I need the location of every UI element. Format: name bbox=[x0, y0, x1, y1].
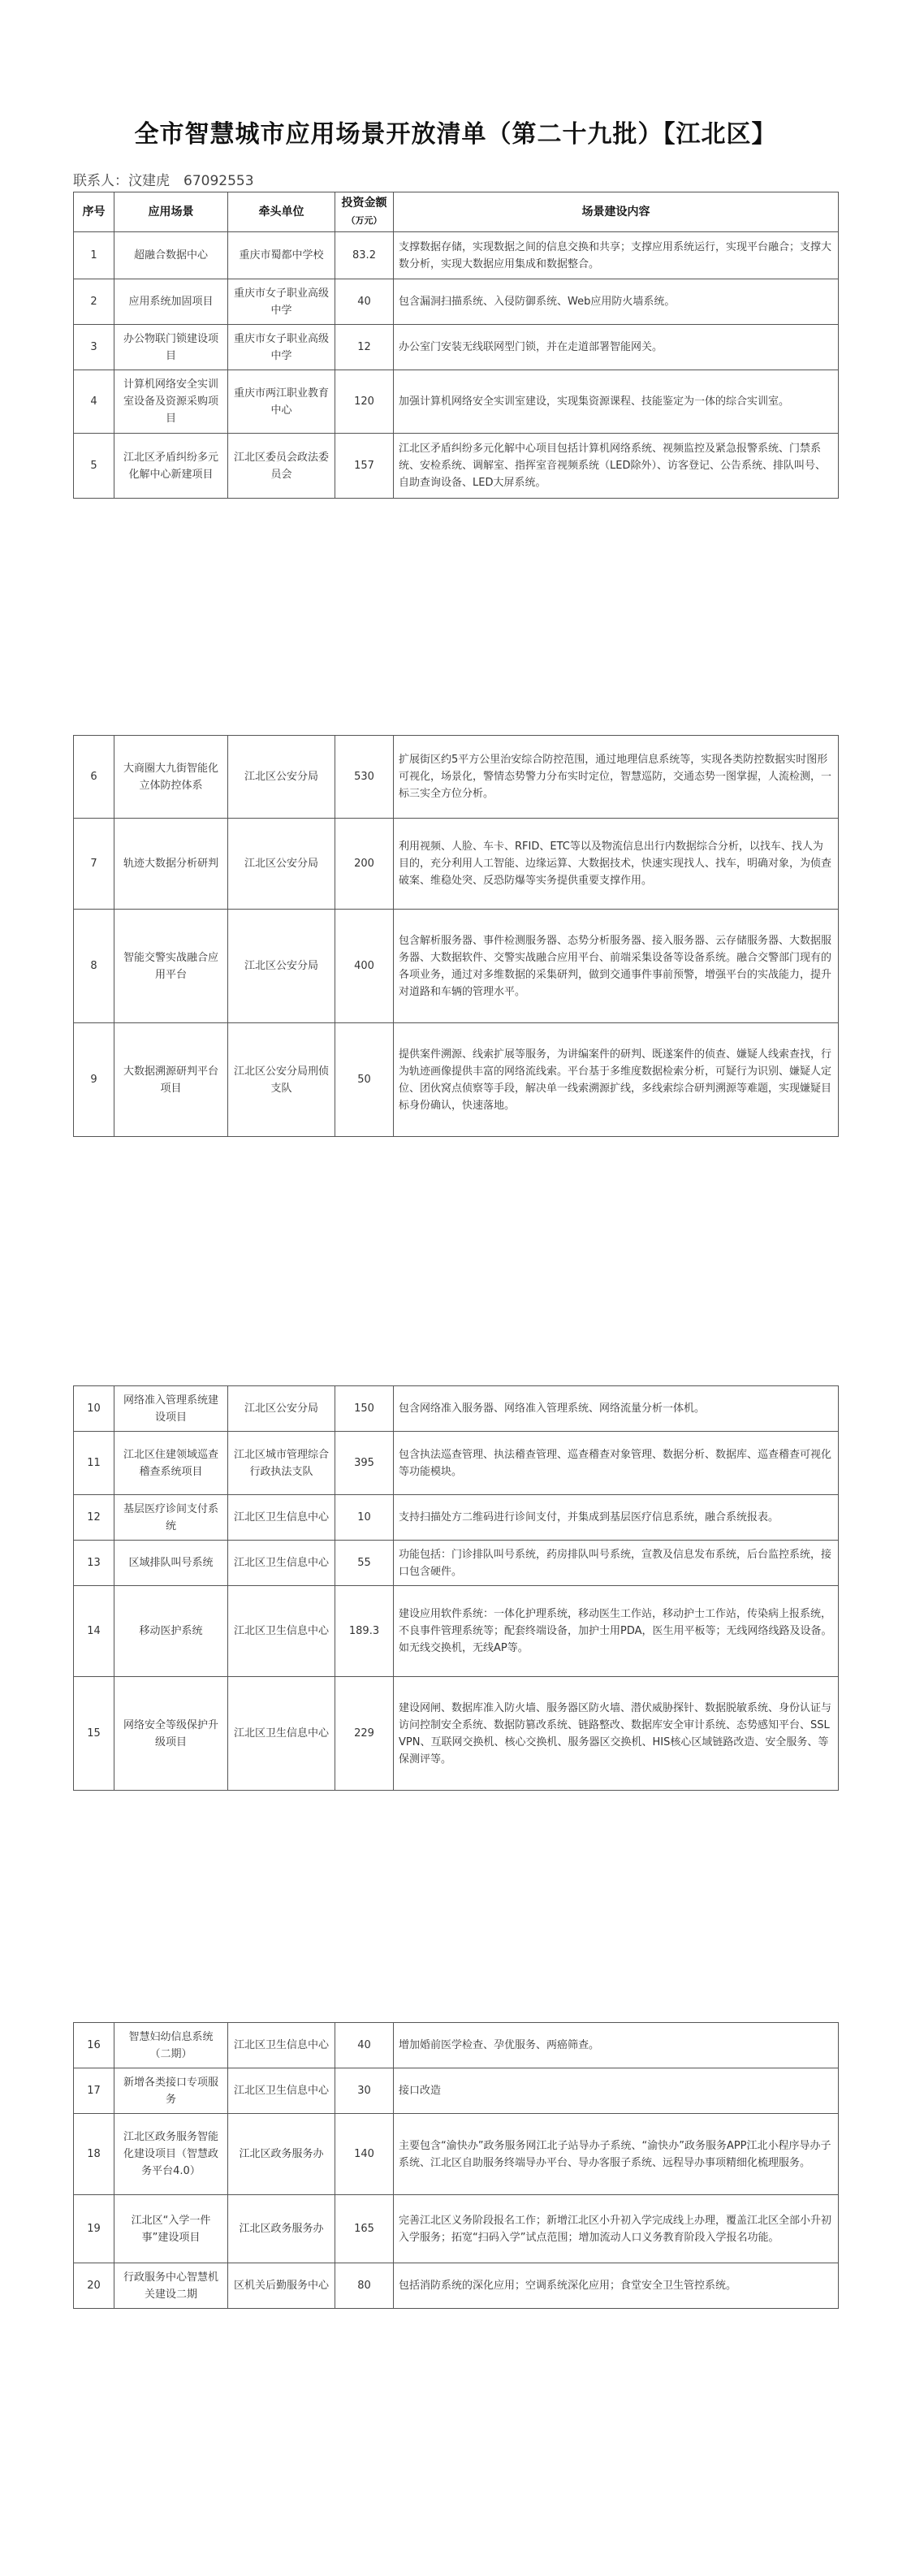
row-unit: 重庆市两江职业教育中心 bbox=[228, 370, 335, 434]
row-unit: 江北区卫生信息中心 bbox=[228, 1541, 335, 1586]
row-no: 3 bbox=[74, 325, 114, 370]
row-unit: 江北区公安分局刑侦支队 bbox=[228, 1023, 335, 1137]
row-amount: 157 bbox=[335, 434, 394, 499]
table-row bbox=[74, 1495, 839, 1541]
row-unit: 重庆市女子职业高级中学 bbox=[228, 279, 335, 325]
table-row bbox=[74, 370, 839, 434]
row-content: 功能包括：门诊排队叫号系统，药房排队叫号系统，宣教及信息发布系统，后台监控系统，接口包含硬件。 bbox=[394, 1541, 839, 1586]
table-row bbox=[74, 2068, 839, 2114]
row-no: 8 bbox=[74, 910, 114, 1023]
row-no: 19 bbox=[74, 2195, 114, 2263]
row-unit: 江北区政务服务办 bbox=[228, 2195, 335, 2263]
row-content: 完善江北区义务阶段报名工作；新增江北区小升初入学完成线上办理，覆盖江北区全部小升初入学服务；拓宽“扫码入学”试点范围；增加流动人口义务教育阶段入学报名功能。 bbox=[394, 2195, 839, 2263]
row-no: 20 bbox=[74, 2263, 114, 2309]
row-amount: 12 bbox=[335, 325, 394, 370]
row-name: 行政服务中心智慧机关建设二期 bbox=[114, 2263, 228, 2309]
row-amount: 30 bbox=[335, 2068, 394, 2114]
table-row bbox=[74, 2263, 839, 2309]
row-no: 13 bbox=[74, 1541, 114, 1586]
project-table-section-1 bbox=[73, 192, 839, 499]
row-unit: 江北区卫生信息中心 bbox=[228, 1677, 335, 1791]
row-unit: 江北区公安分局 bbox=[228, 1386, 335, 1432]
row-amount: 50 bbox=[335, 1023, 394, 1137]
row-content: 建设应用软件系统：一体化护理系统，移动医生工作站，移动护士工作站，传染病上报系统，不良事件管理系统等；配套终端设备，加护士用PDA，医生用平板等；无线网络线路及设备。如无线交换机，无线AP等。 bbox=[394, 1586, 839, 1677]
row-amount: 150 bbox=[335, 1386, 394, 1432]
row-name: 网络安全等级保护升级项目 bbox=[114, 1677, 228, 1791]
row-amount: 10 bbox=[335, 1495, 394, 1541]
row-content: 办公室门安装无线联网型门锁，并在走道部署智能网关。 bbox=[394, 325, 839, 370]
row-content: 包含网络准入服务器、网络准入管理系统、网络流量分析一体机。 bbox=[394, 1386, 839, 1432]
row-amount: 40 bbox=[335, 2023, 394, 2068]
header-amount-unit: （万元） bbox=[346, 215, 382, 226]
row-content: 包含执法巡查管理、执法稽查管理、巡查稽查对象管理、数据分析、数据库、巡查稽查可视化等功能模块。 bbox=[394, 1432, 839, 1495]
row-name: 大商圈大九街智能化立体防控体系 bbox=[114, 736, 228, 819]
header-amount-label: 投资金额 bbox=[341, 197, 387, 210]
row-amount: 229 bbox=[335, 1677, 394, 1791]
row-name: 移动医护系统 bbox=[114, 1586, 228, 1677]
header-amount bbox=[335, 192, 394, 232]
table-row bbox=[74, 819, 839, 910]
row-no: 17 bbox=[74, 2068, 114, 2114]
row-unit: 江北区公安分局 bbox=[228, 910, 335, 1023]
header-content: 场景建设内容 bbox=[394, 192, 839, 232]
row-content: 包括消防系统的深化应用；空调系统深化应用；食堂安全卫生管控系统。 bbox=[394, 2263, 839, 2309]
row-name: 大数据溯源研判平台项目 bbox=[114, 1023, 228, 1137]
row-content: 接口改造 bbox=[394, 2068, 839, 2114]
row-amount: 120 bbox=[335, 370, 394, 434]
row-no: 4 bbox=[74, 370, 114, 434]
row-name: 应用系统加固项目 bbox=[114, 279, 228, 325]
project-table-section-2 bbox=[73, 735, 839, 1137]
row-no: 11 bbox=[74, 1432, 114, 1495]
row-no: 5 bbox=[74, 434, 114, 499]
row-unit: 江北区卫生信息中心 bbox=[228, 1586, 335, 1677]
table-row bbox=[74, 1541, 839, 1586]
table-row bbox=[74, 434, 839, 499]
page-title: 全市智慧城市应用场景开放清单（第二十九批）【江北区】 bbox=[134, 120, 777, 149]
header-unit: 牵头单位 bbox=[228, 192, 335, 232]
row-name: 江北区矛盾纠纷多元化解中心新建项目 bbox=[114, 434, 228, 499]
row-amount: 400 bbox=[335, 910, 394, 1023]
row-content: 包含解析服务器、事件检测服务器、态势分析服务器、接入服务器、云存储服务器、大数据服务器、大数据软件、交警实战融合应用平台、前端采集设备等设备系统。融合交警部门现有的各项业务，通过对多维数据的采集研判，做到交通事件事前预警，增强平台的实战能力，提升对道路和车辆的管理水平。 bbox=[394, 910, 839, 1023]
row-amount: 83.2 bbox=[335, 232, 394, 279]
row-name: 轨迹大数据分析研判 bbox=[114, 819, 228, 910]
row-name: 网络准入管理系统建设项目 bbox=[114, 1386, 228, 1432]
project-table-section-4 bbox=[73, 2022, 839, 2309]
row-name: 区域排队叫号系统 bbox=[114, 1541, 228, 1586]
row-amount: 80 bbox=[335, 2263, 394, 2309]
table-row bbox=[74, 1386, 839, 1432]
table-row bbox=[74, 279, 839, 325]
row-unit: 江北区公安分局 bbox=[228, 736, 335, 819]
row-name: 办公物联门锁建设项目 bbox=[114, 325, 228, 370]
row-name: 江北区“入学一件事”建设项目 bbox=[114, 2195, 228, 2263]
row-amount: 189.3 bbox=[335, 1586, 394, 1677]
row-no: 6 bbox=[74, 736, 114, 819]
row-unit: 重庆市蜀都中学校 bbox=[228, 232, 335, 279]
row-no: 12 bbox=[74, 1495, 114, 1541]
row-unit: 江北区卫生信息中心 bbox=[228, 2023, 335, 2068]
table-row bbox=[74, 325, 839, 370]
row-amount: 200 bbox=[335, 819, 394, 910]
table-row bbox=[74, 232, 839, 279]
row-no: 14 bbox=[74, 1586, 114, 1677]
row-amount: 55 bbox=[335, 1541, 394, 1586]
table-row bbox=[74, 2195, 839, 2263]
row-amount: 395 bbox=[335, 1432, 394, 1495]
row-name: 江北区政务服务智能化建设项目（智慧政务平台4.0） bbox=[114, 2114, 228, 2195]
row-name: 智慧妇幼信息系统（二期） bbox=[114, 2023, 228, 2068]
row-no: 15 bbox=[74, 1677, 114, 1791]
row-unit: 江北区卫生信息中心 bbox=[228, 2068, 335, 2114]
table-row bbox=[74, 1586, 839, 1677]
row-unit: 江北区卫生信息中心 bbox=[228, 1495, 335, 1541]
row-amount: 140 bbox=[335, 2114, 394, 2195]
table-row bbox=[74, 2023, 839, 2068]
row-name: 江北区住建领域巡查稽查系统项目 bbox=[114, 1432, 228, 1495]
row-no: 7 bbox=[74, 819, 114, 910]
row-no: 10 bbox=[74, 1386, 114, 1432]
row-name: 智能交警实战融合应用平台 bbox=[114, 910, 228, 1023]
table-row bbox=[74, 1023, 839, 1137]
row-no: 2 bbox=[74, 279, 114, 325]
row-unit: 江北区政务服务办 bbox=[228, 2114, 335, 2195]
row-content: 建设网闸、数据库准入防火墙、服务器区防火墙、潜伏威胁探针、数据脱敏系统、身份认证与访问控制安全系统、数据防篡改系统、链路整改、数据库安全审计系统、态势感知平台、SSL VPN、互联网交换机、核心交换机、服务器区交换机、HIS核心区域链路改造、安全服务、等保测评等。 bbox=[394, 1677, 839, 1791]
row-content: 支持扫描处方二维码进行诊间支付，并集成到基层医疗信息系统，融合系统报表。 bbox=[394, 1495, 839, 1541]
row-no: 18 bbox=[74, 2114, 114, 2195]
row-content: 江北区矛盾纠纷多元化解中心项目包括计算机网络系统、视频监控及紧急报警系统、门禁系统、安检系统、调解室、指挥室音视频系统（LED除外）、访客登记、公告系统、排队叫号、自助查询设备、LED大屏系统。 bbox=[394, 434, 839, 499]
row-amount: 530 bbox=[335, 736, 394, 819]
project-table-section-3 bbox=[73, 1385, 839, 1791]
table-row bbox=[74, 1432, 839, 1495]
row-name: 超融合数据中心 bbox=[114, 232, 228, 279]
row-no: 16 bbox=[74, 2023, 114, 2068]
contact-line: 联系人：汶建虎 67092553 bbox=[73, 173, 254, 189]
header-row bbox=[74, 192, 839, 232]
row-amount: 165 bbox=[335, 2195, 394, 2263]
table-row bbox=[74, 910, 839, 1023]
table-row bbox=[74, 1677, 839, 1791]
row-content: 增加婚前医学检查、孕优服务、两癌筛查。 bbox=[394, 2023, 839, 2068]
row-name: 基层医疗诊间支付系统 bbox=[114, 1495, 228, 1541]
row-unit: 江北区城市管理综合行政执法支队 bbox=[228, 1432, 335, 1495]
row-unit: 江北区委员会政法委员会 bbox=[228, 434, 335, 499]
row-content: 扩展街区约5平方公里治安综合防控范围，通过地理信息系统等，实现各类防控数据实时图形可视化，场景化，警情态势警力分布实时定位，智慧巡防，交通态势一图掌握，人流检测，一标三实全方位分析。 bbox=[394, 736, 839, 819]
row-content: 支撑数据存储，实现数据之间的信息交换和共享；支撑应用系统运行，实现平台融合；支撑大数分析，实现大数据应用集成和数据整合。 bbox=[394, 232, 839, 279]
row-amount: 40 bbox=[335, 279, 394, 325]
row-content: 包含漏洞扫描系统、入侵防御系统、Web应用防火墙系统。 bbox=[394, 279, 839, 325]
row-content: 提供案件溯源、线索扩展等服务，为讲编案件的研判、既遂案件的侦查、嫌疑人线索查找，行为轨迹画像提供丰富的网络流线索。平台基于多维度数据检索分析，可疑行为识别、嫌疑人定位、团伙窝点侦察等手段，解决单一线索溯源扩线，多线索综合研判溯源等难题，实现嫌疑目标身份确认，快速落地。 bbox=[394, 1023, 839, 1137]
row-unit: 江北区公安分局 bbox=[228, 819, 335, 910]
row-content: 加强计算机网络安全实训室建设，实现集资源课程、技能鉴定为一体的综合实训室。 bbox=[394, 370, 839, 434]
row-name: 计算机网络安全实训室设备及资源采购项目 bbox=[114, 370, 228, 434]
row-content: 利用视频、人脸、车卡、RFID、ETC等以及物流信息出行内数据综合分析，以找车、找人为目的，充分利用人工智能、边缘运算、大数据技术，快速实现找人、找车，明确对象，为侦查破案、维稳处突、反恐防爆等实务提供重要支撑作用。 bbox=[394, 819, 839, 910]
row-no: 9 bbox=[74, 1023, 114, 1137]
row-content: 主要包含“渝快办”政务服务网江北子站导办子系统、“渝快办”政务服务APP江北小程序导办子系统、江北区自助服务终端导办平台、导办客服子系统、远程导办事项精细化梳理服务。 bbox=[394, 2114, 839, 2195]
table-row bbox=[74, 2114, 839, 2195]
row-name: 新增各类接口专项服务 bbox=[114, 2068, 228, 2114]
table-row bbox=[74, 736, 839, 819]
row-no: 1 bbox=[74, 232, 114, 279]
row-unit: 区机关后勤服务中心 bbox=[228, 2263, 335, 2309]
header-name: 应用场景 bbox=[114, 192, 228, 232]
header-no: 序号 bbox=[74, 192, 114, 232]
row-unit: 重庆市女子职业高级中学 bbox=[228, 325, 335, 370]
